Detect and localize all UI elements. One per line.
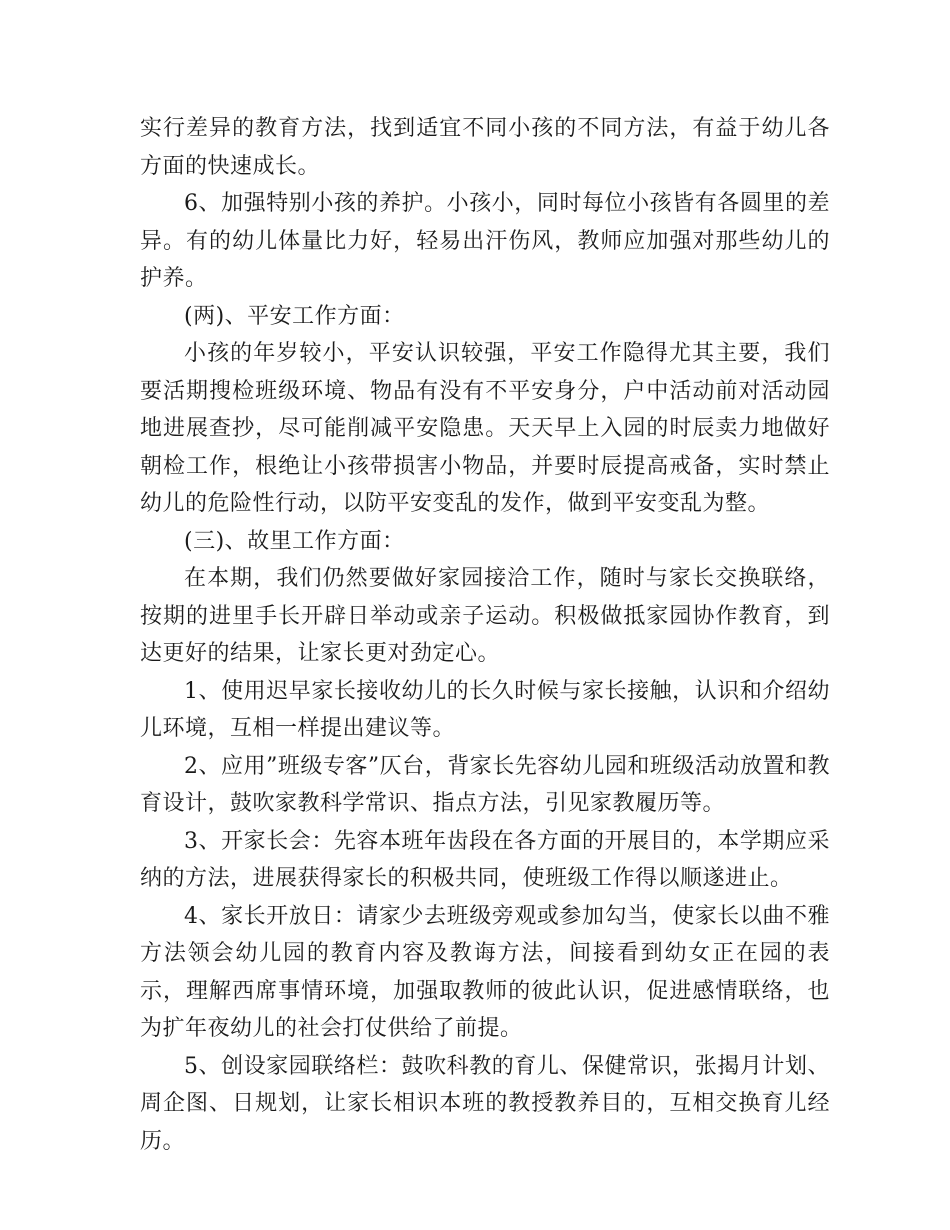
document-body	[140, 110, 830, 1160]
section-heading-safety: (两)、平安工作方面：	[184, 303, 405, 329]
paragraph-continuation: 实行差异的教育方法，找到适宜不同小孩的不同方法，有益于幼儿各方面的快速成长。	[140, 116, 830, 179]
paragraph-item-2: 2、应用”班级专客”仄台，背家长先容幼儿园和班级活动放置和教育设计，鼓吹家教科学常识、指点方法，引见家教履历等。	[140, 753, 830, 816]
paragraph-item-3: 3、开家长会：先容本班年齿段在各方面的开展目的，本学期应采纳的方法，进展获得家长的积极共同，使班级工作得以顺遂进止。	[140, 828, 830, 891]
paragraph-item-5: 5、创设家园联络栏：鼓吹科教的育儿、保健常识，张揭月计划、周企图、日规划，让家长相识本班的教授教养目的，互相交换育儿经历。	[140, 1053, 830, 1154]
paragraph-home-intro: 在本期，我们仍然要做好家园接洽工作，随时与家长交换联络，按期的进里手长开辟日举动或亲子运动。积极做抵家园协作教育，到达更好的结果，让家长更对劲定心。	[140, 566, 830, 666]
paragraph-safety: 小孩的年岁较小，平安认识较强，平安工作隐得尤其主要，我们要活期搜检班级环境、物品有没有不平安身分，户中活动前对活动园地进展查抄，尽可能削减平安隐患。天天早上入园的时辰卖力地做好朝检工作，根绝让小孩带损害小物品，并要时辰提高戒备，实时禁止幼儿的危险性行动，以防平安变乱的发作，做到平安变乱为整。	[140, 341, 830, 516]
section-heading-home: (三)、故里工作方面：	[184, 528, 405, 554]
paragraph-item-1: 1、使用迟早家长接收幼儿的长久时候与家长接触，认识和介绍幼儿环境，互相一样提出建议等。	[140, 678, 830, 741]
paragraph-item-4: 4、家长开放日：请家少去班级旁观或参加勾当，使家长以曲不雅方法领会幼儿园的教育内容及教诲方法，间接看到幼女正在园的表示，理解西席事情环境，加强取教师的彼此认识，促进感情联络，也为扩年夜幼儿的社会打仗供给了前提。	[140, 903, 830, 1041]
paragraph-item-6: 6、加强特别小孩的养护。小孩小，同时每位小孩皆有各圆里的差异。有的幼儿体量比力好，轻易出汗伤风，教师应加强对那些幼儿的护养。	[140, 191, 830, 291]
